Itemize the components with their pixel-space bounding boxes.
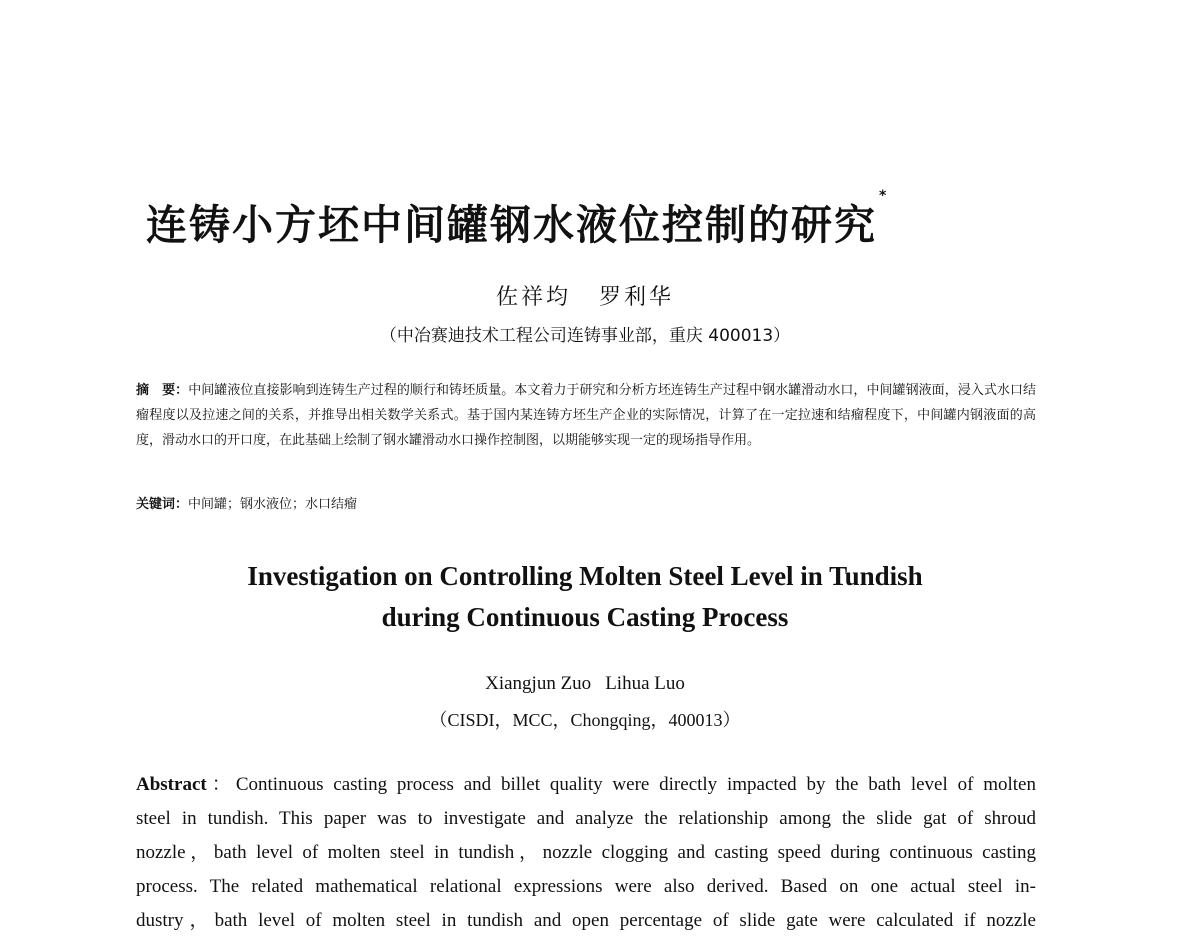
chinese-author-1: 佐祥均 xyxy=(495,285,571,310)
english-title xyxy=(0,556,1170,638)
english-authors xyxy=(0,673,1170,695)
chinese-title-text: 连铸小方坯中间罐钢水液位控制的研究 xyxy=(146,201,877,249)
chinese-keywords xyxy=(136,494,1036,516)
chinese-keywords-label: 关键词： xyxy=(136,497,189,512)
english-abstract-line-2: steel in tundish. This paper was to investigate and analyze the relationship among the slide gat of shroud xyxy=(136,808,1036,829)
chinese-keywords-text: 中间罐；钢水液位；水口结瘤 xyxy=(188,497,358,512)
english-author-1: Xiangjun Zuo xyxy=(485,673,592,694)
chinese-affiliation: （中冶赛迪技术工程公司连铸事业部，重庆 400013） xyxy=(379,326,791,346)
title-footnote-mark: * xyxy=(879,188,889,204)
english-author-2: Lihua Luo xyxy=(605,673,685,694)
english-title-line-2: during Continuous Casting Process xyxy=(381,602,789,632)
english-abstract-line-4: process. The related mathematical relational expressions were also derived. Based on one actual steel in- xyxy=(136,876,1036,897)
english-affiliation: （CISDI，MCC，Chongqing，400013） xyxy=(429,710,741,730)
english-abstract-line-5: dustry，bath level of molten steel in tundish and open percentage of slide gate were calculated if nozzle xyxy=(136,910,1036,931)
english-abstract-line-3: nozzle，bath level of molten steel in tundish，nozzle clogging and casting speed during continuous casting xyxy=(136,842,1036,863)
chinese-authors xyxy=(0,280,1170,311)
chinese-abstract-label: 摘 要： xyxy=(136,383,189,398)
english-abstract-line-1: Continuous casting process and billet quality were directly impacted by the bath level of molten xyxy=(235,774,1036,795)
english-abstract-separator: ： xyxy=(206,774,236,795)
english-abstract-line xyxy=(136,768,1036,802)
english-title-line-1: Investigation on Controlling Molten Steel Level in Tundish xyxy=(247,561,923,591)
chinese-abstract xyxy=(136,378,1036,453)
english-abstract xyxy=(136,768,1036,938)
chinese-abstract-text: 中间罐液位直接影响到连铸生产过程的顺行和铸坯质量。本文着力于研究和分析方坯连铸生产过程中钢水罐滑动水口，中间罐钢液面，浸入式水口结瘤程度以及拉速之间的关系，并推导出相关数学关系式。基于国内某连铸方坯生产企业的实际情况，计算了在一定拉速和结瘤程度下，中间罐内钢液面的高度，滑动水口的开口度，在此基础上绘制了钢水罐滑动水口操作控制图，以期能够实现一定的现场指导作用。 xyxy=(136,383,1036,448)
chinese-author-2: 罗利华 xyxy=(599,285,675,310)
chinese-title xyxy=(146,188,889,251)
english-abstract-label: Abstract xyxy=(136,774,207,795)
